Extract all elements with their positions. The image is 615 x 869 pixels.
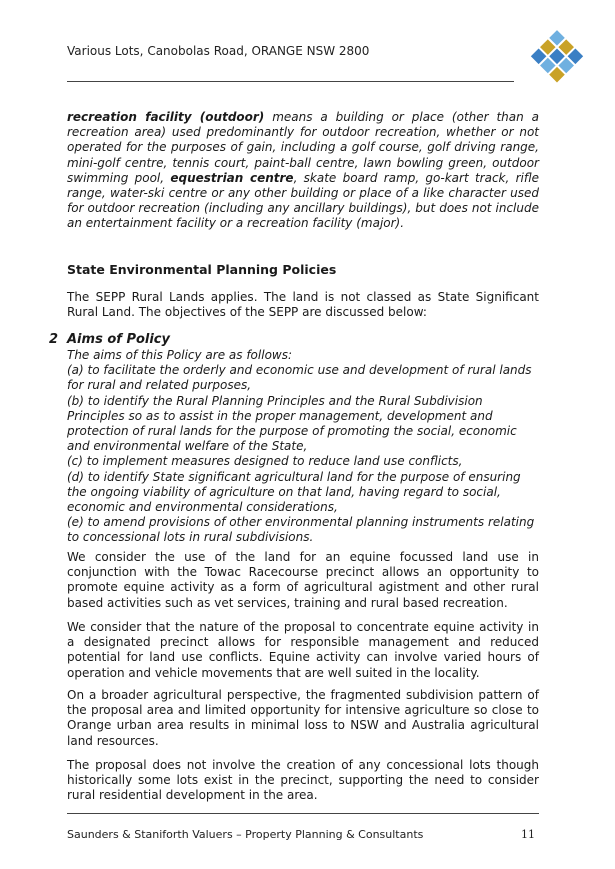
aims-list bbox=[67, 348, 539, 546]
sepp-intro-paragraph: The SEPP Rural Lands applies. The land is not classed as State Significant Rural Land. The objectives of the SEPP are discussed below: bbox=[67, 290, 539, 320]
aims-item-a: (a) to facilitate the orderly and economic use and development of rural lands for rural and related purposes, bbox=[67, 363, 532, 393]
definition-bold-term: equestrian centre bbox=[170, 170, 294, 185]
definition-term: recreation facility (outdoor) bbox=[67, 110, 265, 124]
definition-text-b: , skate board ramp, go-kart track, rifle range, water-ski centre or any other building or place of a like character used for outdoor recreation (including any ancillary buildings), but does not include an entertainment facility or a recreation facility (major). bbox=[67, 170, 539, 231]
diamond-tiles-logo-icon bbox=[528, 28, 586, 86]
page-number: 11 bbox=[521, 828, 535, 841]
header-divider bbox=[67, 81, 514, 82]
aims-item-c: (c) to implement measures designed to reduce land use conflicts, bbox=[67, 454, 463, 469]
aims-item-e: (e) to amend provisions of other environmental planning instruments relating to concessional lots in rural subdivisions. bbox=[67, 515, 535, 545]
body-paragraph-1: We consider the use of the land for an equine focussed land use in conjunction with the Towac Racecourse precinct allows an opportunity to promote equine activity as a form of agricultural agistment and other rural based activities such as vet services, training and rural based recreation. bbox=[67, 550, 539, 610]
body-paragraph-2: We consider that the nature of the proposal to concentrate equine activity in a designated precinct allows for responsible management and reduced potential for land use conflicts. Equine activity can involve varied hours of operation and vehicle movements that are well suited in the locality. bbox=[67, 620, 539, 680]
definition-paragraph bbox=[67, 110, 539, 232]
aims-title: Aims of Policy bbox=[67, 332, 170, 347]
header-address: Various Lots, Canobolas Road, ORANGE NSW 2800 bbox=[67, 44, 370, 58]
aims-lead: The aims of this Policy are as follows: bbox=[67, 348, 293, 362]
aims-item-b: (b) to identify the Rural Planning Principles and the Rural Subdivision Principles so as to assist in the proper management, development and protection of rural lands for the purpose of promoting the social, economic and environmental welfare of the State, bbox=[67, 393, 517, 454]
aims-number: 2 bbox=[49, 332, 59, 347]
body-paragraph-4: The proposal does not involve the creation of any concessional lots though historically some lots exist in the precinct, supporting the need to consider rural residential development in the area. bbox=[67, 758, 539, 803]
footer-firm: Saunders & Staniforth Valuers – Property Planning & Consultants bbox=[67, 828, 424, 841]
section-heading: State Environmental Planning Policies bbox=[67, 262, 337, 277]
definition-text-a: means a building or place (other than a recreation area) used predominantly for outdoor recreation, whether or not operated for the purposes of gain, including a golf course, golf driving range, mini-golf centre, tennis court, paint-ball centre, lawn bowling green, outdoor swimming pool, bbox=[67, 110, 539, 185]
aims-item-d: (d) to identify State significant agricultural land for the purpose of ensuring the ongoing viability of agriculture on that land, having regard to social, economic and environmental considerations, bbox=[67, 469, 521, 515]
body-paragraph-3: On a broader agricultural perspective, the fragmented subdivision pattern of the proposal area and limited opportunity for intensive agriculture so close to Orange urban area results in minimal loss to NSW and Australia agricultural land resources. bbox=[67, 688, 539, 748]
footer-divider bbox=[67, 813, 539, 814]
